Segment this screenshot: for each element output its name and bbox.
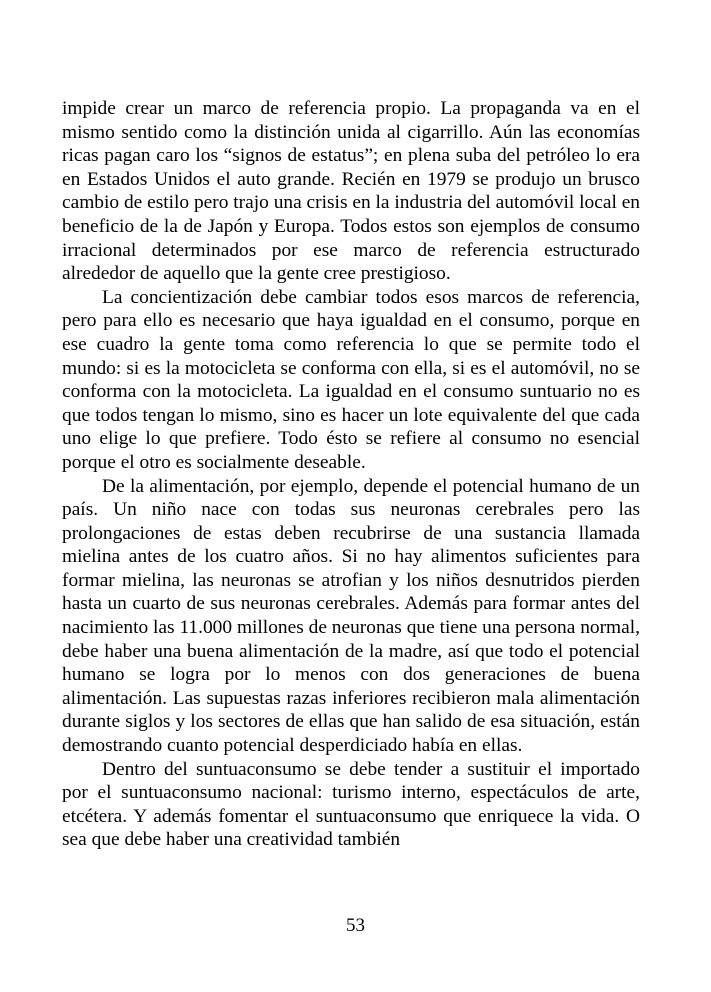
page-number: 53	[346, 915, 365, 936]
paragraph-2: La concientización debe cambiar todos esos marcos de referencia, pero para ello es necesario que haya igualdad en el consumo, porque en ese cuadro la gente toma como referencia lo que se permite todo el mundo: si es la motocicleta se conforma con ella, si es el automóvil, no se conforma con la motocicleta. La igualdad en el consumo suntuario no es que todos tengan lo mismo, sino es hacer un lote equivalente del que cada uno elige lo que prefiere. Todo ésto se refiere al consumo no esencial porque el otro es socialmente deseable.	[62, 286, 640, 473]
paragraph-3: De la alimentación, por ejemplo, depende el potencial humano de un país. Un niño nace con todas sus neuronas cerebrales pero las prolongaciones de estas deben recubrirse de una sustancia llamada mielina antes de los cuatro años. Si no hay alimentos suficientes para formar mielina, las neuronas se atrofian y los niños desnutridos pierden hasta un cuarto de sus neuronas cerebrales. Además para formar antes del nacimiento las 11.000 millones de neuronas que tiene una persona normal, debe haber una buena alimentación de la madre, así que todo el potencial humano se logra por lo menos con dos generaciones de buena alimentación. Las supuestas razas inferiores recibieron mala alimentación durante siglos y los sectores de ellas que han salido de esa situación, están demostrando cuanto potencial desperdiciado había en ellas.	[62, 475, 640, 757]
paragraph-4: Dentro del suntuaconsumo se debe tender a sustituir el importado por el suntuaconsumo nacional: turismo interno, espectáculos de arte, etcétera. Y además fomentar el suntuaconsumo que enriquece la vida. O sea que debe haber una creatividad también	[62, 758, 640, 851]
paragraph-1: impide crear un marco de referencia propio. La propaganda va en el mismo sentido como la distinción unida al cigarrillo. Aún las economías ricas pagan caro los “signos de estatus”; en plena suba del petróleo lo era en Estados Unidos el auto grande. Recién en 1979 se produjo un brusco cambio de estilo pero trajo una crisis en la industria del automóvil local en beneficio de la de Japón y Europa. Todos estos son ejemplos de consumo irracional determinados por ese marco de referencia estructurado alrededor de aquello que la gente cree prestigioso.	[62, 98, 640, 285]
page-body	[62, 97, 640, 852]
